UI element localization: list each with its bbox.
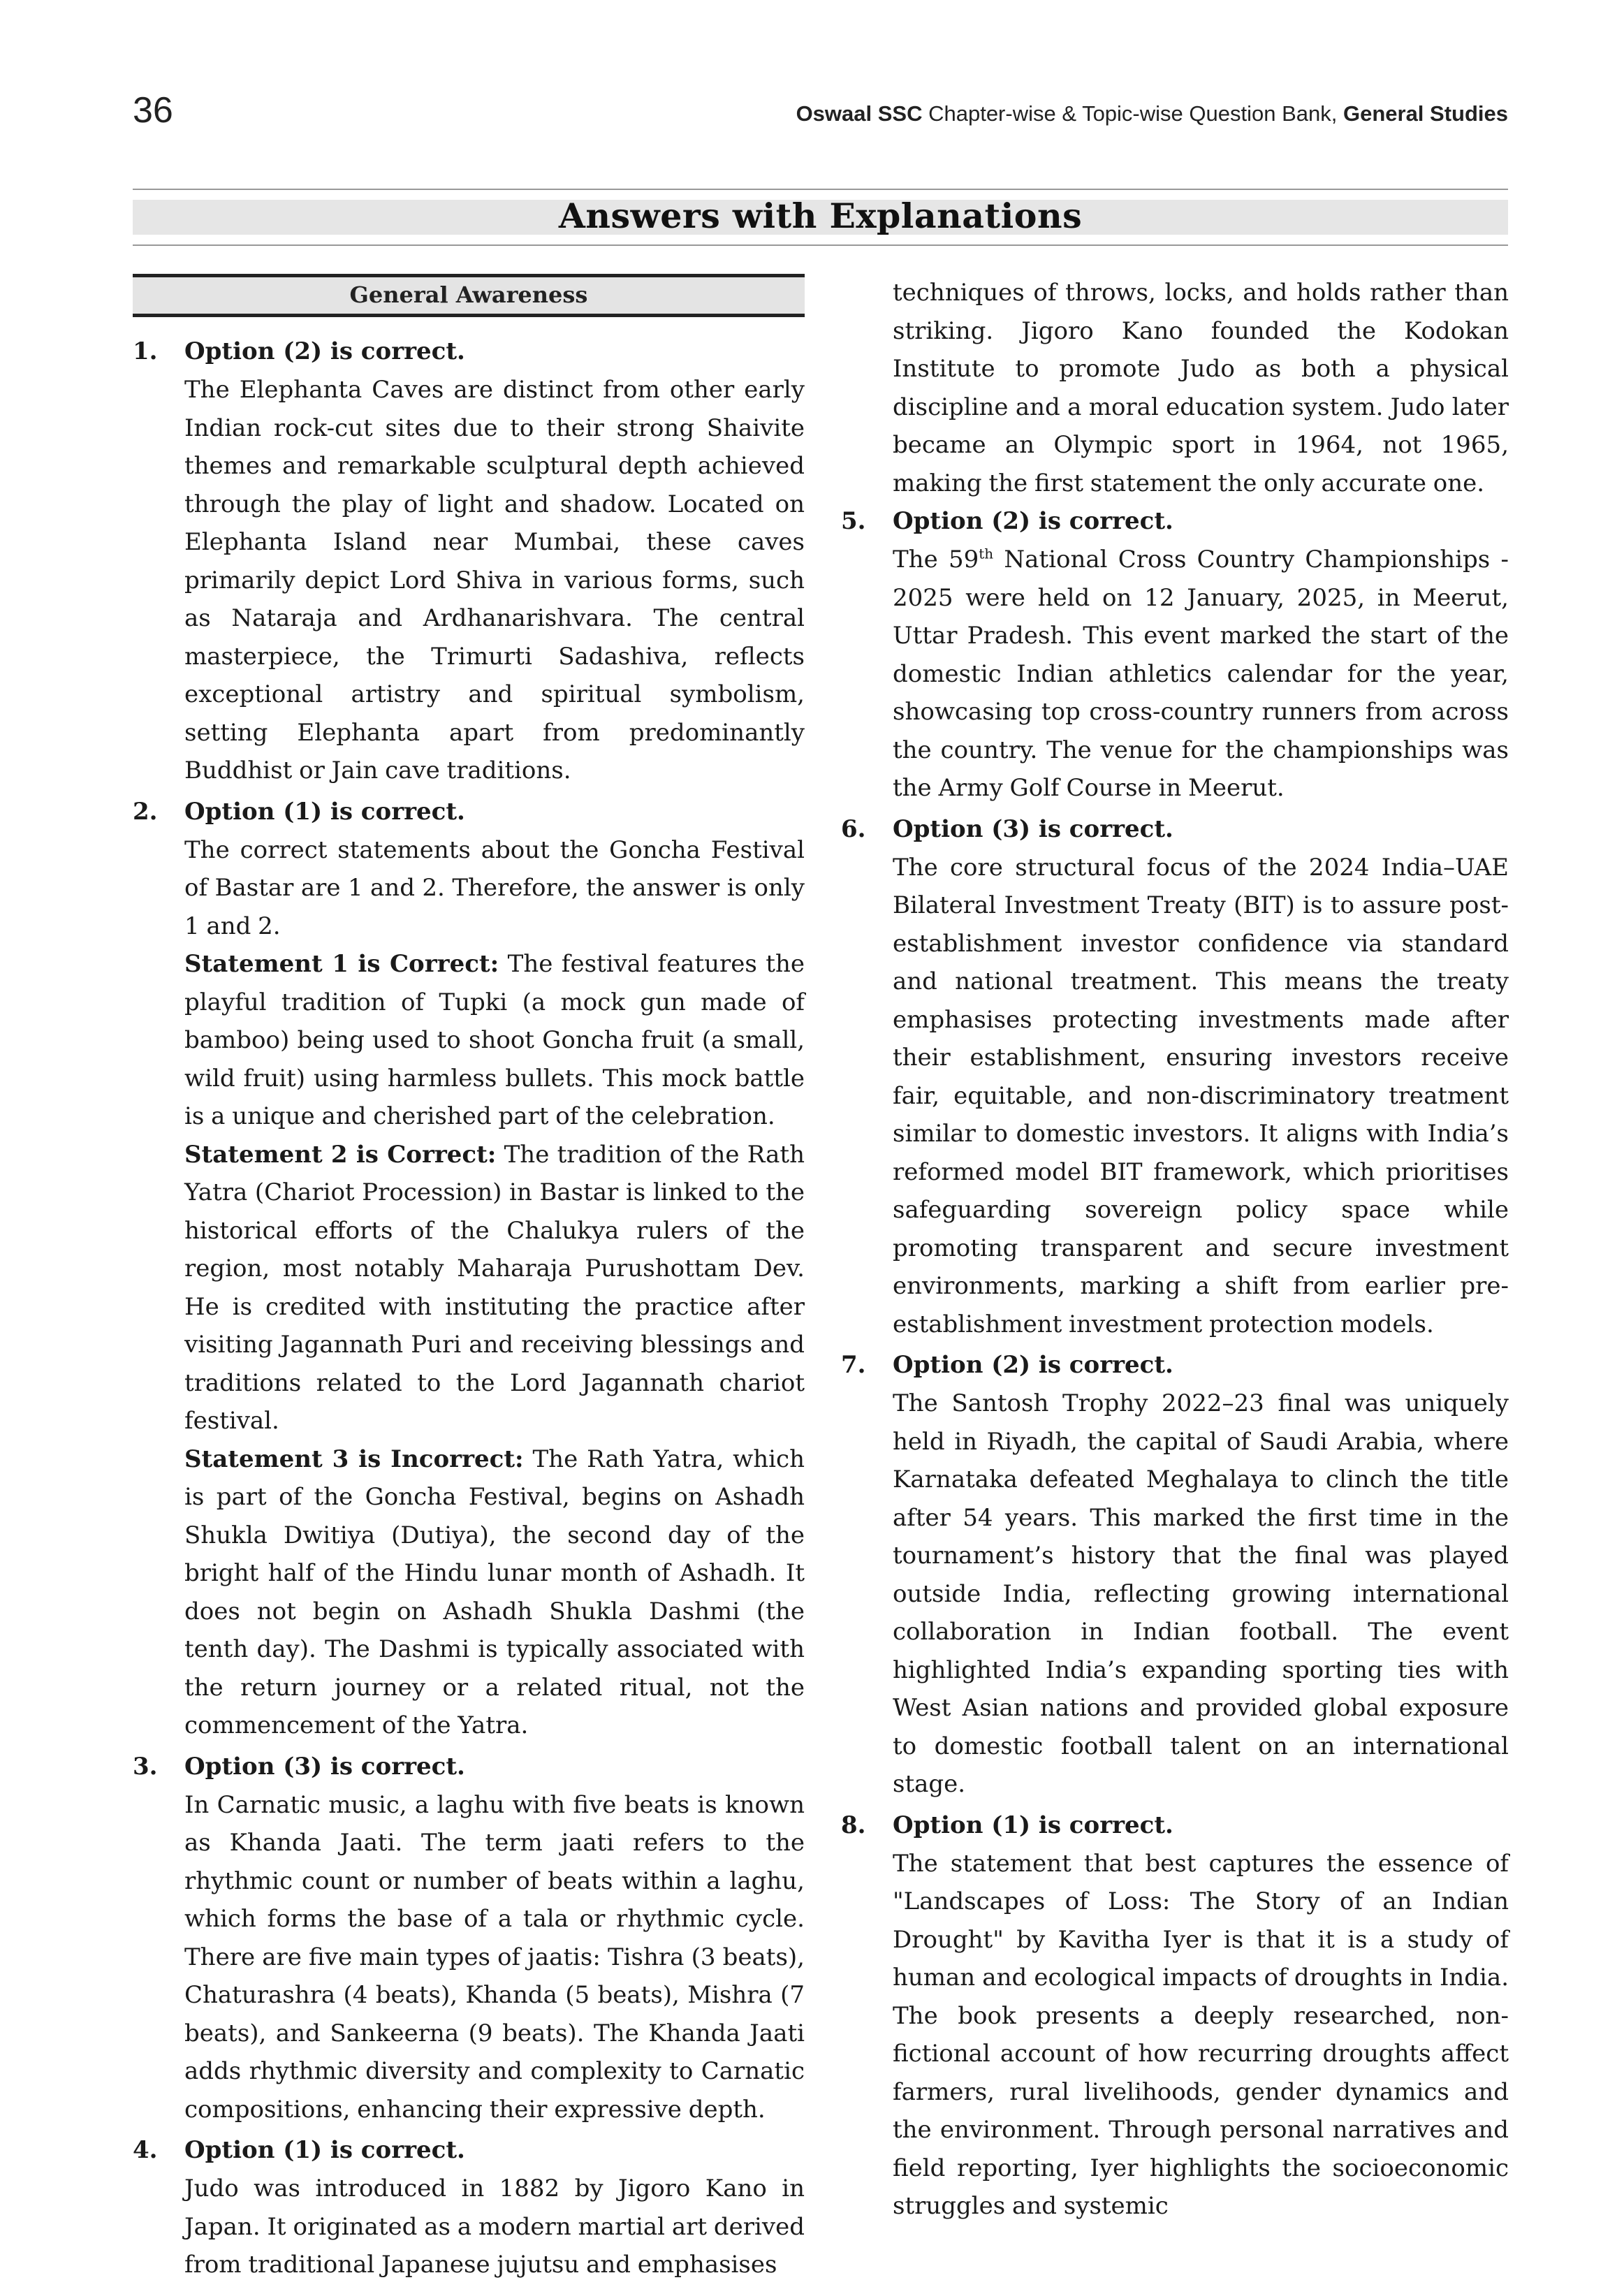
answer-option: Option (3) is correct. <box>184 1752 465 1781</box>
right-column <box>841 274 1509 2228</box>
answer-explanation <box>893 541 1509 808</box>
answer-option: Option (1) is correct. <box>893 1811 1173 1839</box>
answer-8 <box>841 1806 1509 2226</box>
statement-label: Statement 3 is Incorrect: <box>184 1445 524 1473</box>
answer-5 <box>841 502 1509 808</box>
answer-explanation: In Carnatic music, a laghu with five beats is known as Khanda Jaati. The term jaati refers to the rhythmic count or number of beats within a laghu, which forms the base of a tala or rhythmic cycle. There are five main types of jaatis: Tishra (3 beats), Chaturashra (4 beats), Khanda (5 beats), Mishra (7 beats), and Sankeerna (9 beats). The Khanda Jaati adds rhythmic diversity and complexity to Carnatic compositions, enhancing their expressive depth. <box>184 1790 805 2124</box>
page-title: Answers with Explanations <box>558 196 1083 236</box>
statement-label: Statement 1 is Correct: <box>184 950 499 978</box>
statement-text: The Rath Yatra, which is part of the Goncha Festival, begins on Ashadh Shukla Dwitiya (Dutiya), the second day of the bright half of the Hindu lunar month of Ashadh. It does not begin on Ashadh Shukla Dashmi (the tenth day). The Dashmi is typically associated with the return journey or a related ritual, not the commencement of the Yatra. <box>184 1445 805 1739</box>
answer-number: 5. <box>841 507 866 535</box>
left-column <box>133 274 805 2287</box>
answer-number: 1. <box>133 337 158 365</box>
answer-3 <box>133 1748 805 2129</box>
answer-explanation-continued: techniques of throws, locks, and holds rather than striking. Jigoro Kano founded the Kodokan Institute to promote Judo as both a physical discipline and a moral education system. Judo later became an Olympic sport in 1964, not 1965, making the first statement the only accurate one. <box>893 279 1509 497</box>
answer-4 <box>133 2131 805 2284</box>
statement-2 <box>184 1136 805 1440</box>
answer-number: 7. <box>841 1351 866 1379</box>
answer-number: 2. <box>133 797 158 826</box>
answer-number: 8. <box>841 1811 866 1839</box>
brand-name: Oswaal SSC <box>796 101 923 126</box>
answer-6 <box>841 810 1509 1344</box>
title-band <box>133 189 1508 246</box>
statement-label: Statement 2 is Correct: <box>184 1140 497 1169</box>
running-header <box>796 101 1508 126</box>
answer-explanation: The Elephanta Caves are distinct from other early Indian rock-cut sites due to their strong Shaivite themes and remarkable sculptural depth achieved through the play of light and shadow. Located on Elephanta Island near Mumbai, these caves primarily depict Lord Shiva in various forms, such as Nataraja and Ardhanarishvara. The central masterpiece, the Trimurti Sadashiva, reflects exceptional artistry and spiritual symbolism, setting Elephanta apart from predominantly Buddhist or Jain cave traditions. <box>184 376 805 784</box>
text-post: National Cross Country Championships - 2025 were held on 12 January, 2025, in Meerut, Uttar Pradesh. This event marked the start of the domestic Indian athletics calendar for the year, showcasing top cross-country runners from across the country. The venue for the championships was the Army Golf Course in Meerut. <box>893 546 1509 802</box>
section-heading: General Awareness <box>133 274 805 317</box>
answer-4-continued <box>841 274 1509 502</box>
answer-number: 4. <box>133 2136 158 2164</box>
text-pre: The 59 <box>893 546 979 573</box>
book-title: Chapter-wise & Topic-wise Question Bank, <box>922 101 1343 126</box>
answer-explanation: The statement that best captures the essence of "Landscapes of Loss: The Story of an Indian Drought" by Kavitha Iyer is that it is a study of human and ecological impacts of droughts in India. The book presents a deeply researched, non-fictional account of how recurring droughts affect farmers, rural livelihoods, gender dynamics and the environment. Through personal narratives and field reporting, Iyer highlights the socioeconomic struggles and systemic <box>893 1849 1509 2220</box>
answer-explanation: Judo was introduced in 1882 by Jigoro Kano in Japan. It originated as a modern martial art derived from traditional Japanese jujutsu and emphasises <box>184 2175 805 2279</box>
statement-text: The festival features the playful tradition of Tupki (a mock gun made of bamboo) being used to shoot Goncha fruit (a small, wild fruit) using harmless bullets. This mock battle is a unique and cherished part of the celebration. <box>184 950 805 1130</box>
answer-2 <box>133 793 805 1745</box>
answer-explanation: The Santosh Trophy 2022–23 final was uniquely held in Riyadh, the capital of Saudi Arabia, where Karnataka defeated Meghalaya to clinch the title after 54 years. This marked the first time in the tournament’s history that the final was played outside India, reflecting growing international collaboration in Indian football. The event highlighted India’s expanding sporting ties with West Asian nations and provided global exposure to domestic football talent on an international stage. <box>893 1389 1509 1798</box>
answer-number: 3. <box>133 1752 158 1781</box>
statement-text: The tradition of the Rath Yatra (Chariot Procession) in Bastar is linked to the historical efforts of the Chalukya rulers of the region, most notably Maharaja Purushottam Dev. He is credited with instituting the practice after visiting Jagannath Puri and receiving blessings and traditions related to the Lord Jagannath chariot festival. <box>184 1140 805 1435</box>
answer-option: Option (1) is correct. <box>184 797 465 826</box>
answer-option: Option (1) is correct. <box>184 2136 465 2164</box>
ordinal-suffix: th <box>979 545 994 562</box>
answer-explanation: The correct statements about the Goncha Festival of Bastar are 1 and 2. Therefore, the answer is only 1 and 2. <box>184 835 805 940</box>
answer-7 <box>841 1346 1509 1804</box>
subject-name: General Studies <box>1343 101 1508 126</box>
answer-option: Option (3) is correct. <box>893 814 1173 843</box>
answer-option: Option (2) is correct. <box>893 507 1173 535</box>
statement-1 <box>184 945 805 1136</box>
answer-option: Option (2) is correct. <box>184 337 465 365</box>
answer-1 <box>133 333 805 790</box>
answer-option: Option (2) is correct. <box>893 1351 1173 1379</box>
answer-explanation: The core structural focus of the 2024 India–UAE Bilateral Investment Treaty (BIT) is to assure post-establishment investor confidence via standard and national treatment. This means the treaty emphasises protecting investments made after their establishment, ensuring investors receive fair, equitable, and non-discriminatory treatment similar to domestic investors. It aligns with India’s reformed model BIT framework, which prioritises safeguarding sovereign policy space while promoting transparent and secure investment environments, marking a shift from earlier pre-establishment investment protection models. <box>893 853 1509 1338</box>
page-number: 36 <box>133 90 173 131</box>
answer-number: 6. <box>841 814 866 843</box>
statement-3 <box>184 1440 805 1745</box>
